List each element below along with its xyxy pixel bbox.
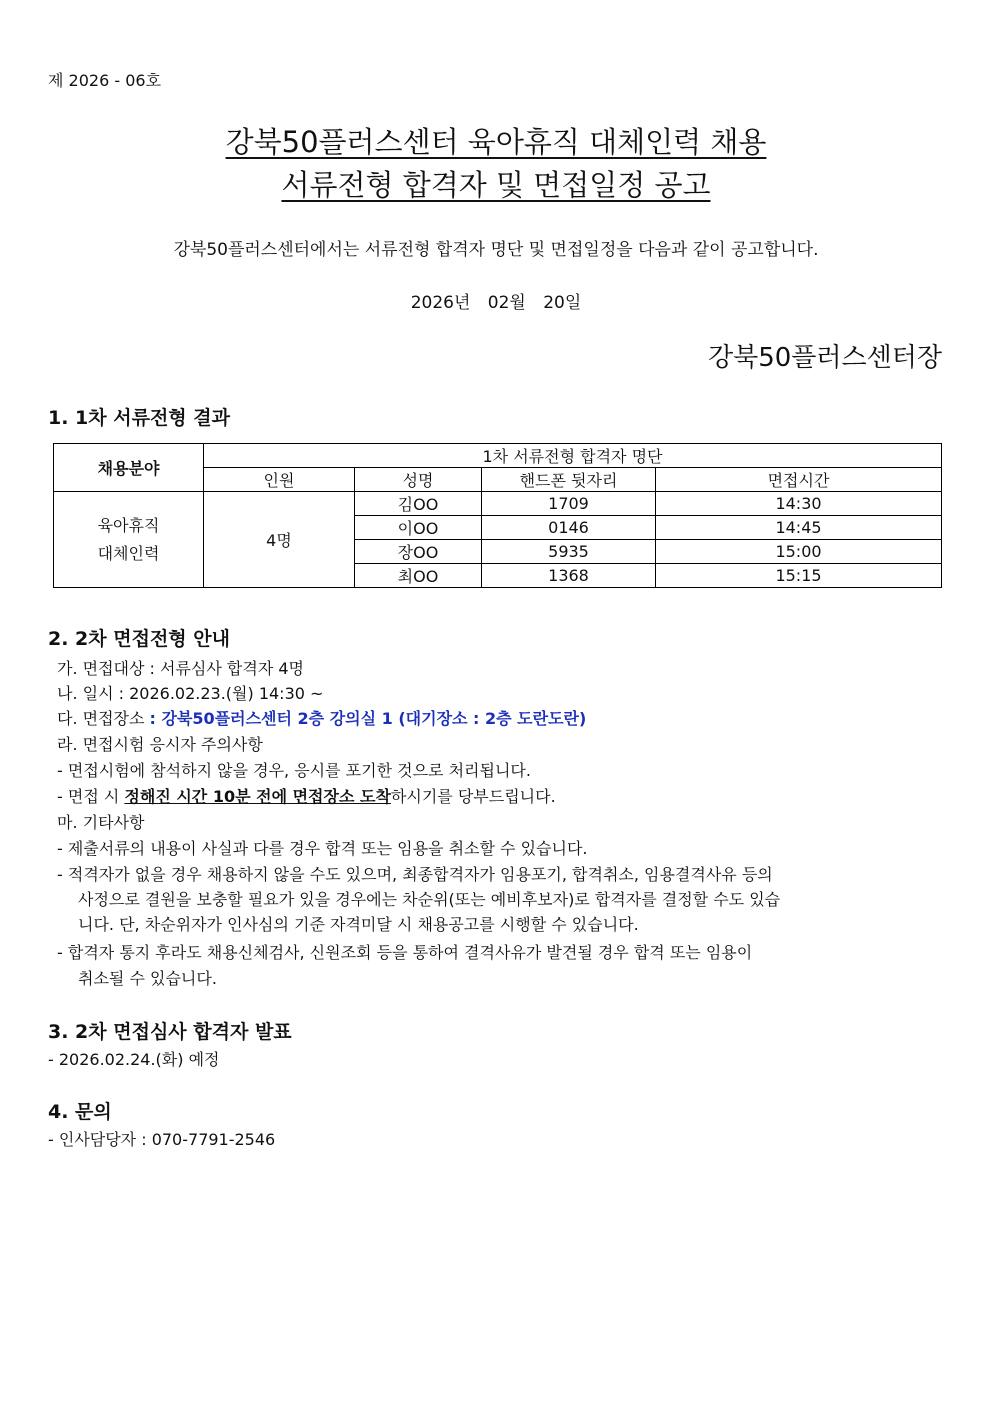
- notice-item: - 면접 시 정해진 시간 10분 전에 면접장소 도착하시기를 당부드립니다.: [57, 787, 556, 806]
- document-number: 제 2026 - 06호: [48, 71, 162, 90]
- misc-item-continued: 사정으로 결원을 보충할 필요가 있을 경우에는 차순위(또는 예비후보자)로 합격자를 결정할 수도 있습: [78, 890, 781, 909]
- header-name: 성명: [355, 468, 482, 492]
- misc-item-continued: 니다. 단, 차순위자가 인사심의 기준 자격미달 시 채용공고를 시행할 수 있습니다.: [78, 915, 639, 934]
- section-4-heading: 4. 문의: [48, 1101, 112, 1123]
- misc-heading: 마. 기타사항: [57, 813, 145, 832]
- name-cell: 김OO: [355, 492, 482, 516]
- intro-text: 강북50플러스센터에서는 서류전형 합격자 명단 및 면접일정을 다음과 같이 공고합니다.: [173, 240, 819, 260]
- count-cell: 4명: [204, 492, 355, 588]
- organization-signature: 강북50플러스센터장: [707, 343, 942, 373]
- time-cell: 15:00: [656, 540, 942, 564]
- misc-item: - 적격자가 없을 경우 채용하지 않을 수도 있으며, 최종합격자가 임용포기, 합격취소, 임용결격사유 등의: [57, 865, 773, 884]
- misc-item: - 제출서류의 내용이 사실과 다를 경우 합격 또는 임용을 취소할 수 있습니다.: [57, 839, 588, 858]
- announcement-date: 2026년 02월 20일: [410, 293, 582, 313]
- name-cell: 최OO: [355, 564, 482, 588]
- header-group: 1차 서류전형 합격자 명단: [204, 444, 942, 468]
- header-time: 면접시간: [656, 468, 942, 492]
- section-3-heading: 3. 2차 면접심사 합격자 발표: [48, 1021, 292, 1043]
- interview-datetime: 나. 일시 : 2026.02.23.(월) 14:30 ~: [57, 684, 324, 703]
- interview-place: 다. 면접장소 : 강북50플러스센터 2층 강의실 1 (대기장소 : 2층 도란도란): [57, 709, 587, 728]
- notice-heading: 라. 면접시험 응시자 주의사항: [57, 735, 263, 754]
- misc-item-continued: 취소될 수 있습니다.: [78, 969, 217, 988]
- time-cell: 15:15: [656, 564, 942, 588]
- interview-target: 가. 면접대상 : 서류심사 합격자 4명: [57, 659, 305, 678]
- section-2-heading: 2. 2차 면접전형 안내: [48, 628, 230, 650]
- time-cell: 14:45: [656, 516, 942, 540]
- phone-cell: 1368: [482, 564, 656, 588]
- contact-info: - 인사담당자 : 070-7791-2546: [48, 1130, 276, 1149]
- header-field: 채용분야: [54, 444, 204, 492]
- time-cell: 14:30: [656, 492, 942, 516]
- phone-cell: 1709: [482, 492, 656, 516]
- field-cell: 육아휴직 대체인력: [54, 492, 204, 588]
- name-cell: 이OO: [355, 516, 482, 540]
- header-phone: 핸드폰 뒷자리: [482, 468, 656, 492]
- section-1-heading: 1. 1차 서류전형 결과: [48, 407, 230, 429]
- title-line-2: 서류전형 합격자 및 면접일정 공고: [281, 168, 711, 202]
- header-count: 인원: [204, 468, 355, 492]
- title-line-1: 강북50플러스센터 육아휴직 대체인력 채용: [225, 125, 767, 159]
- phone-cell: 5935: [482, 540, 656, 564]
- announcement-schedule: - 2026.02.24.(화) 예정: [48, 1050, 220, 1069]
- table-row: [54, 492, 942, 516]
- results-table: [53, 443, 942, 588]
- name-cell: 장OO: [355, 540, 482, 564]
- notice-item: - 면접시험에 참석하지 않을 경우, 응시를 포기한 것으로 처리됩니다.: [57, 761, 531, 780]
- phone-cell: 0146: [482, 516, 656, 540]
- misc-item: - 합격자 통지 후라도 채용신체검사, 신원조회 등을 통하여 결격사유가 발견될 경우 합격 또는 임용이: [57, 943, 753, 962]
